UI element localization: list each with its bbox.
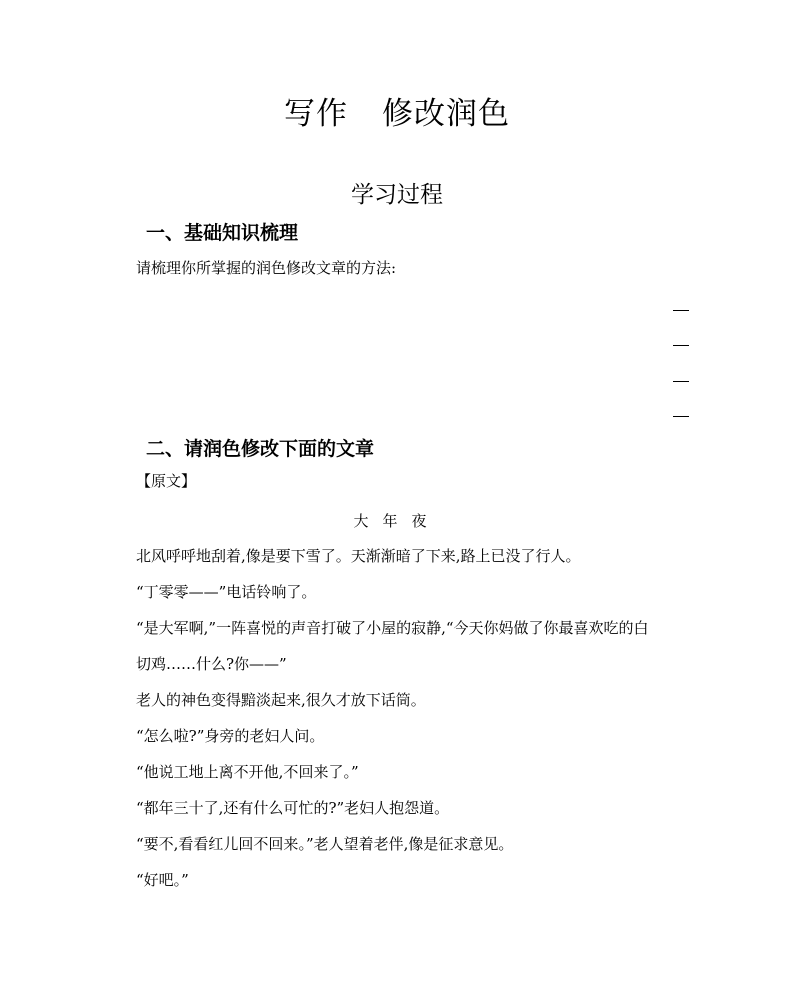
section-1-heading: 一、基础知识梳理 bbox=[146, 222, 299, 244]
document-title bbox=[0, 88, 794, 133]
original-text-label: 【原文】 bbox=[136, 472, 197, 490]
essay-paragraph-8: “要不,看看红儿回不回来。”老人望着老伴,像是征求意见。 bbox=[136, 835, 514, 853]
essay-paragraph-3-cont: 切鸡……什么?你——” bbox=[136, 655, 287, 673]
essay-paragraph-2: “丁零零——”电话铃响了。 bbox=[136, 583, 317, 601]
answer-line-3 bbox=[673, 381, 689, 382]
answer-line-4 bbox=[673, 416, 689, 417]
answer-line-2 bbox=[673, 345, 689, 346]
essay-title: 大年夜 bbox=[353, 512, 441, 530]
section-1-prompt: 请梳理你所掌握的润色修改文章的方法: bbox=[136, 259, 397, 277]
essay-paragraph-5: “怎么啦?”身旁的老妇人问。 bbox=[136, 727, 325, 745]
section-subtitle: 学习过程 bbox=[351, 182, 443, 208]
section-2-heading: 二、请润色修改下面的文章 bbox=[146, 438, 375, 460]
essay-paragraph-4: 老人的神色变得黯淡起来,很久才放下话筒。 bbox=[136, 691, 426, 709]
essay-paragraph-6: “他说工地上离不开他,不回来了。” bbox=[136, 763, 359, 781]
essay-paragraph-9: “好吧。” bbox=[136, 871, 189, 889]
essay-paragraph-3: “是大军啊,”一阵喜悦的声音打破了小屋的寂静,“今天你妈做了你最喜欢吃的白 bbox=[136, 619, 649, 637]
answer-line-1 bbox=[673, 310, 689, 311]
essay-paragraph-7: “都年三十了,还有什么可忙的?”老妇人抱怨道。 bbox=[136, 799, 450, 817]
title-part-2: 修改润色 bbox=[382, 96, 510, 132]
title-part-1: 写作 bbox=[284, 96, 348, 132]
essay-paragraph-1: 北风呼呼地刮着,像是要下雪了。天渐渐暗了下来,路上已没了行人。 bbox=[136, 547, 581, 565]
